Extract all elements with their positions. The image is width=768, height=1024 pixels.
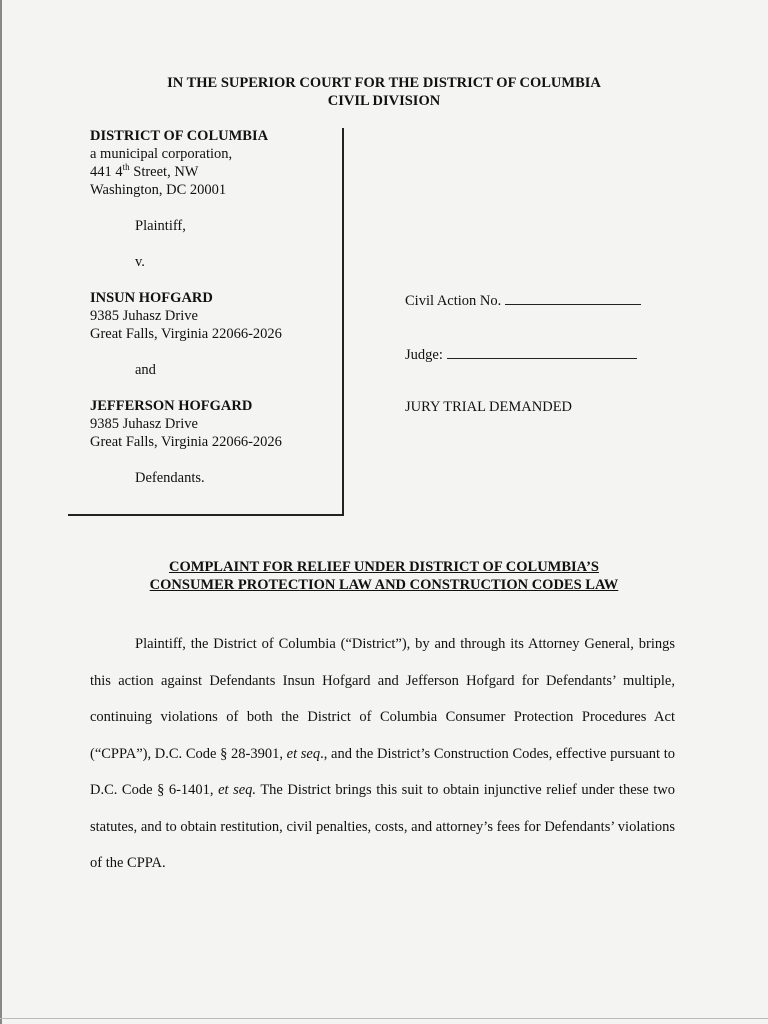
defendant2-street: 9385 Juhasz Drive — [90, 416, 198, 432]
plaintiff-role: Plaintiff, — [135, 218, 186, 234]
jury-demand: JURY TRIAL DEMANDED — [405, 399, 573, 415]
versus: v. — [135, 254, 145, 270]
defendant1-street: 9385 Juhasz Drive — [90, 308, 198, 324]
defendant2-name: JEFFERSON HOFGARD — [90, 398, 253, 414]
plaintiff-address: 441 4th Street, NW — [90, 162, 199, 180]
title-line-1: COMPLAINT FOR RELIEF UNDER DISTRICT OF COLUMBIA’S — [169, 559, 599, 575]
plaintiff-city: Washington, DC 20001 — [90, 182, 227, 198]
complaint-paragraph: Plaintiff, the District of Columbia (“District”), by and through its Attorney General, brings this action against Defendants Insun Hofgard and Jefferson Hofgard for Defendants’ multiple, continuing violations of both the District of Columbia Consumer Protection Procedures Act (“CPPA”), D.C. Code § 28-3901, et seq., and the District’s Construction Codes, effective pursuant to D.C. Code § 6-1401, et seq. The District brings this suit to obtain injunctive relief under these two statutes, and to obtain restitution, civil penalties, costs, and attorney’s fees for Defendants’ violations of the CPPA. — [90, 636, 675, 871]
civil-action-blank — [505, 290, 641, 305]
page-edge — [0, 0, 2, 1024]
complaint-title — [0, 558, 768, 594]
and-text: and — [135, 362, 156, 378]
civil-action-line: Civil Action No. — [405, 290, 641, 310]
title-line-2: CONSUMER PROTECTION LAW AND CONSTRUCTION CODES LAW — [149, 577, 619, 593]
defendant2-city: Great Falls, Virginia 22066-2026 — [90, 434, 282, 450]
court-division: CIVIL DIVISION — [327, 93, 441, 109]
caption-underline — [68, 514, 343, 516]
caption-divider — [342, 128, 344, 516]
defendants-role: Defendants. — [135, 470, 205, 486]
court-heading — [0, 74, 768, 110]
plaintiff-desc: a municipal corporation, — [90, 146, 233, 162]
plaintiff-name: DISTRICT OF COLUMBIA — [90, 128, 269, 144]
defendant1-name: INSUN HOFGARD — [90, 290, 213, 306]
judge-line: Judge: — [405, 344, 637, 364]
page-bottom-edge — [0, 1018, 768, 1019]
caption-parties — [90, 127, 340, 487]
court-name: IN THE SUPERIOR COURT FOR THE DISTRICT OF COLUMBIA — [167, 75, 601, 91]
judge-blank — [447, 344, 637, 359]
defendant1-city: Great Falls, Virginia 22066-2026 — [90, 326, 282, 342]
